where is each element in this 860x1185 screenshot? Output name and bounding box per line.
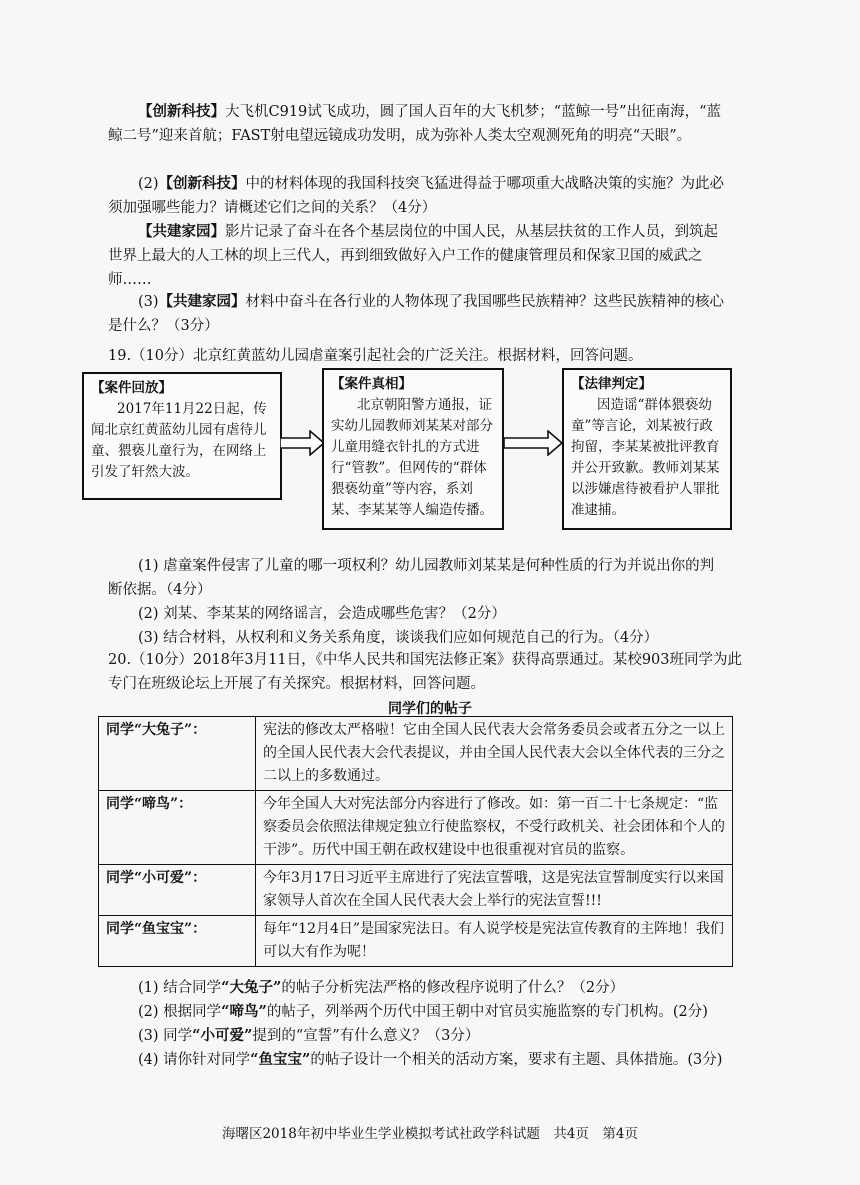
tag-innovation-ref: 【创新科技】 bbox=[158, 175, 246, 192]
q18-question-3 bbox=[108, 290, 728, 338]
q18-material-homeland bbox=[108, 220, 728, 292]
q18-3-number: (3) bbox=[138, 294, 159, 310]
q20-question-3: (3) 同学“小可爱”提到的“宣誓”有什么意义？（3分） bbox=[138, 1027, 480, 1044]
q20-question-2: (2) 根据同学“啼鸟”的帖子，列举两个历代中国王朝中对官员实施监察的专门机构。(2分) bbox=[138, 1003, 708, 1020]
case-review-text: 2017年11月22日起，传闻北京红黄蓝幼儿园有虐待儿童、猥亵儿童行为，在网络上引发了轩然大波。 bbox=[91, 401, 267, 480]
posts-table bbox=[98, 716, 733, 967]
q18-3-text: 材料中奋斗在各行业的人物体现了我国哪些民族精神？这些民族精神的核心是什么？（3分） bbox=[108, 294, 725, 334]
post-author: 同学“啼鸟”： bbox=[99, 791, 256, 865]
case-flowchart bbox=[82, 368, 732, 533]
q20-questions bbox=[108, 976, 728, 1072]
post-text: 每年“12月4日”是国家宪法日。有人说学校是宪法宣传教育的主阵地！我们可以大有作为呢！ bbox=[256, 916, 733, 967]
page-footer: 海曙区2018年初中毕业生学业模拟考试社政学科试题 共4页 第4页 bbox=[221, 1126, 639, 1142]
q18-2-number: (2) bbox=[138, 176, 159, 192]
post-text: 今年3月17日习近平主席进行了宪法宣誓哦，这是宪法宣誓制度实行以来国家领导人首次在全国人民代表大会上举行的宪法宣誓!!! bbox=[256, 865, 733, 916]
q19-questions bbox=[108, 554, 728, 650]
q18-material-innovation bbox=[108, 100, 728, 148]
arrow-right-icon bbox=[504, 430, 564, 456]
case-truth-title: 【案件真相】 bbox=[331, 376, 412, 392]
material-homeland-text: 影片记录了奋斗在各个基层岗位的中国人民，从基层扶贫的工作人员，到筑起世界上最大的人工林的坝上三代人，再到细致做好入户工作的健康管理员和保家卫国的威武之师…… bbox=[108, 224, 718, 288]
legal-judgement-box bbox=[562, 368, 732, 530]
q18-question-2 bbox=[108, 172, 728, 220]
q20-question-1: (1) 结合同学“大兔子”的帖子分析宪法严格的修改程序说明了什么？（2分） bbox=[138, 979, 625, 996]
q20-question-4: (4) 请你针对同学“鱼宝宝”的帖子设计一个相关的活动方案，要求有主题、具体措施。(3分) bbox=[138, 1051, 723, 1068]
table-row bbox=[99, 717, 733, 791]
case-review-box bbox=[82, 372, 282, 500]
post-author: 同学“小可爱”： bbox=[99, 865, 256, 916]
arrow-right-icon bbox=[280, 430, 326, 456]
tag-homeland-ref: 【共建家园】 bbox=[158, 293, 246, 310]
post-text: 今年全国人大对宪法部分内容进行了修改。如：第一百二十七条规定：“监察委员会依照法律规定独立行使监察权，不受行政机关、社会团体和个人的干涉”。历代中国王朝在政权建设中也很重视对官员的监察。 bbox=[256, 791, 733, 865]
table-row bbox=[99, 916, 733, 967]
tag-homeland: 【共建家园】 bbox=[138, 223, 225, 240]
q19-question-2: (2) 刘某、李某某的网络谣言，会造成哪些危害？（2分） bbox=[138, 606, 506, 622]
q19-question-1: (1) 虐童案件侵害了儿童的哪一项权利？幼儿园教师刘某某是何种性质的行为并说出你的判断依据。（4分） bbox=[108, 558, 715, 598]
post-author: 同学“大兔子”： bbox=[99, 717, 256, 791]
case-review-title: 【案件回放】 bbox=[91, 380, 172, 396]
q19-question-3: (3) 结合材料，从权利和义务关系角度，谈谈我们应如何规范自己的行为。（4分） bbox=[138, 630, 659, 646]
legal-judgement-text: 因造谣“群体猥亵幼童”等言论，刘某被行政拘留，李某某被批评教育并公开致歉。教师刘某某以涉嫌虐待被看护人罪批准逮捕。 bbox=[571, 397, 720, 518]
legal-judgement-title: 【法律判定】 bbox=[571, 376, 652, 392]
post-author: 同学“鱼宝宝”： bbox=[99, 916, 256, 967]
q19-intro: 19.（10分）北京红黄蓝幼儿园虐童案引起社会的广泛关注。根据材料，回答问题。 bbox=[108, 348, 643, 364]
case-truth-box bbox=[322, 368, 504, 530]
table-row bbox=[99, 865, 733, 916]
case-truth-text: 北京朝阳警方通报，证实幼儿园教师刘某某对部分儿童用缝衣针扎的方式进行“管教”。但网传的“群体猥亵幼童”等内容，系刘某、李某某等人编造传播。 bbox=[331, 397, 493, 518]
q18-2-text: 中的材料体现的我国科技突飞猛进得益于哪项重大战略决策的实施？为此必须加强哪些能力？请概述它们之间的关系？（4分） bbox=[108, 176, 725, 216]
q20-intro: 20.（10分）2018年3月11日，《中华人民共和国宪法修正案》获得高票通过。某校903班同学为此专门在班级论坛上开展了有关探究。根据材料，回答问题。 bbox=[108, 652, 743, 692]
post-text: 宪法的修改太严格啦！它由全国人民代表大会常务委员会或者五分之一以上的全国人民代表大会代表提议，并由全国人民代表大会以全体代表的三分之二以上的多数通过。 bbox=[256, 717, 733, 791]
tag-innovation: 【创新科技】 bbox=[138, 103, 225, 120]
posts-table-title: 同学们的帖子 bbox=[388, 701, 472, 717]
material-innovation-text: 大飞机C919试飞成功，圆了国人百年的大飞机梦；“蓝鲸一号”出征南海，“蓝鲸二号”迎来首航；FAST射电望远镜成功发明，成为弥补人类太空观测死角的明亮“天眼”。 bbox=[108, 104, 722, 144]
table-row bbox=[99, 791, 733, 865]
